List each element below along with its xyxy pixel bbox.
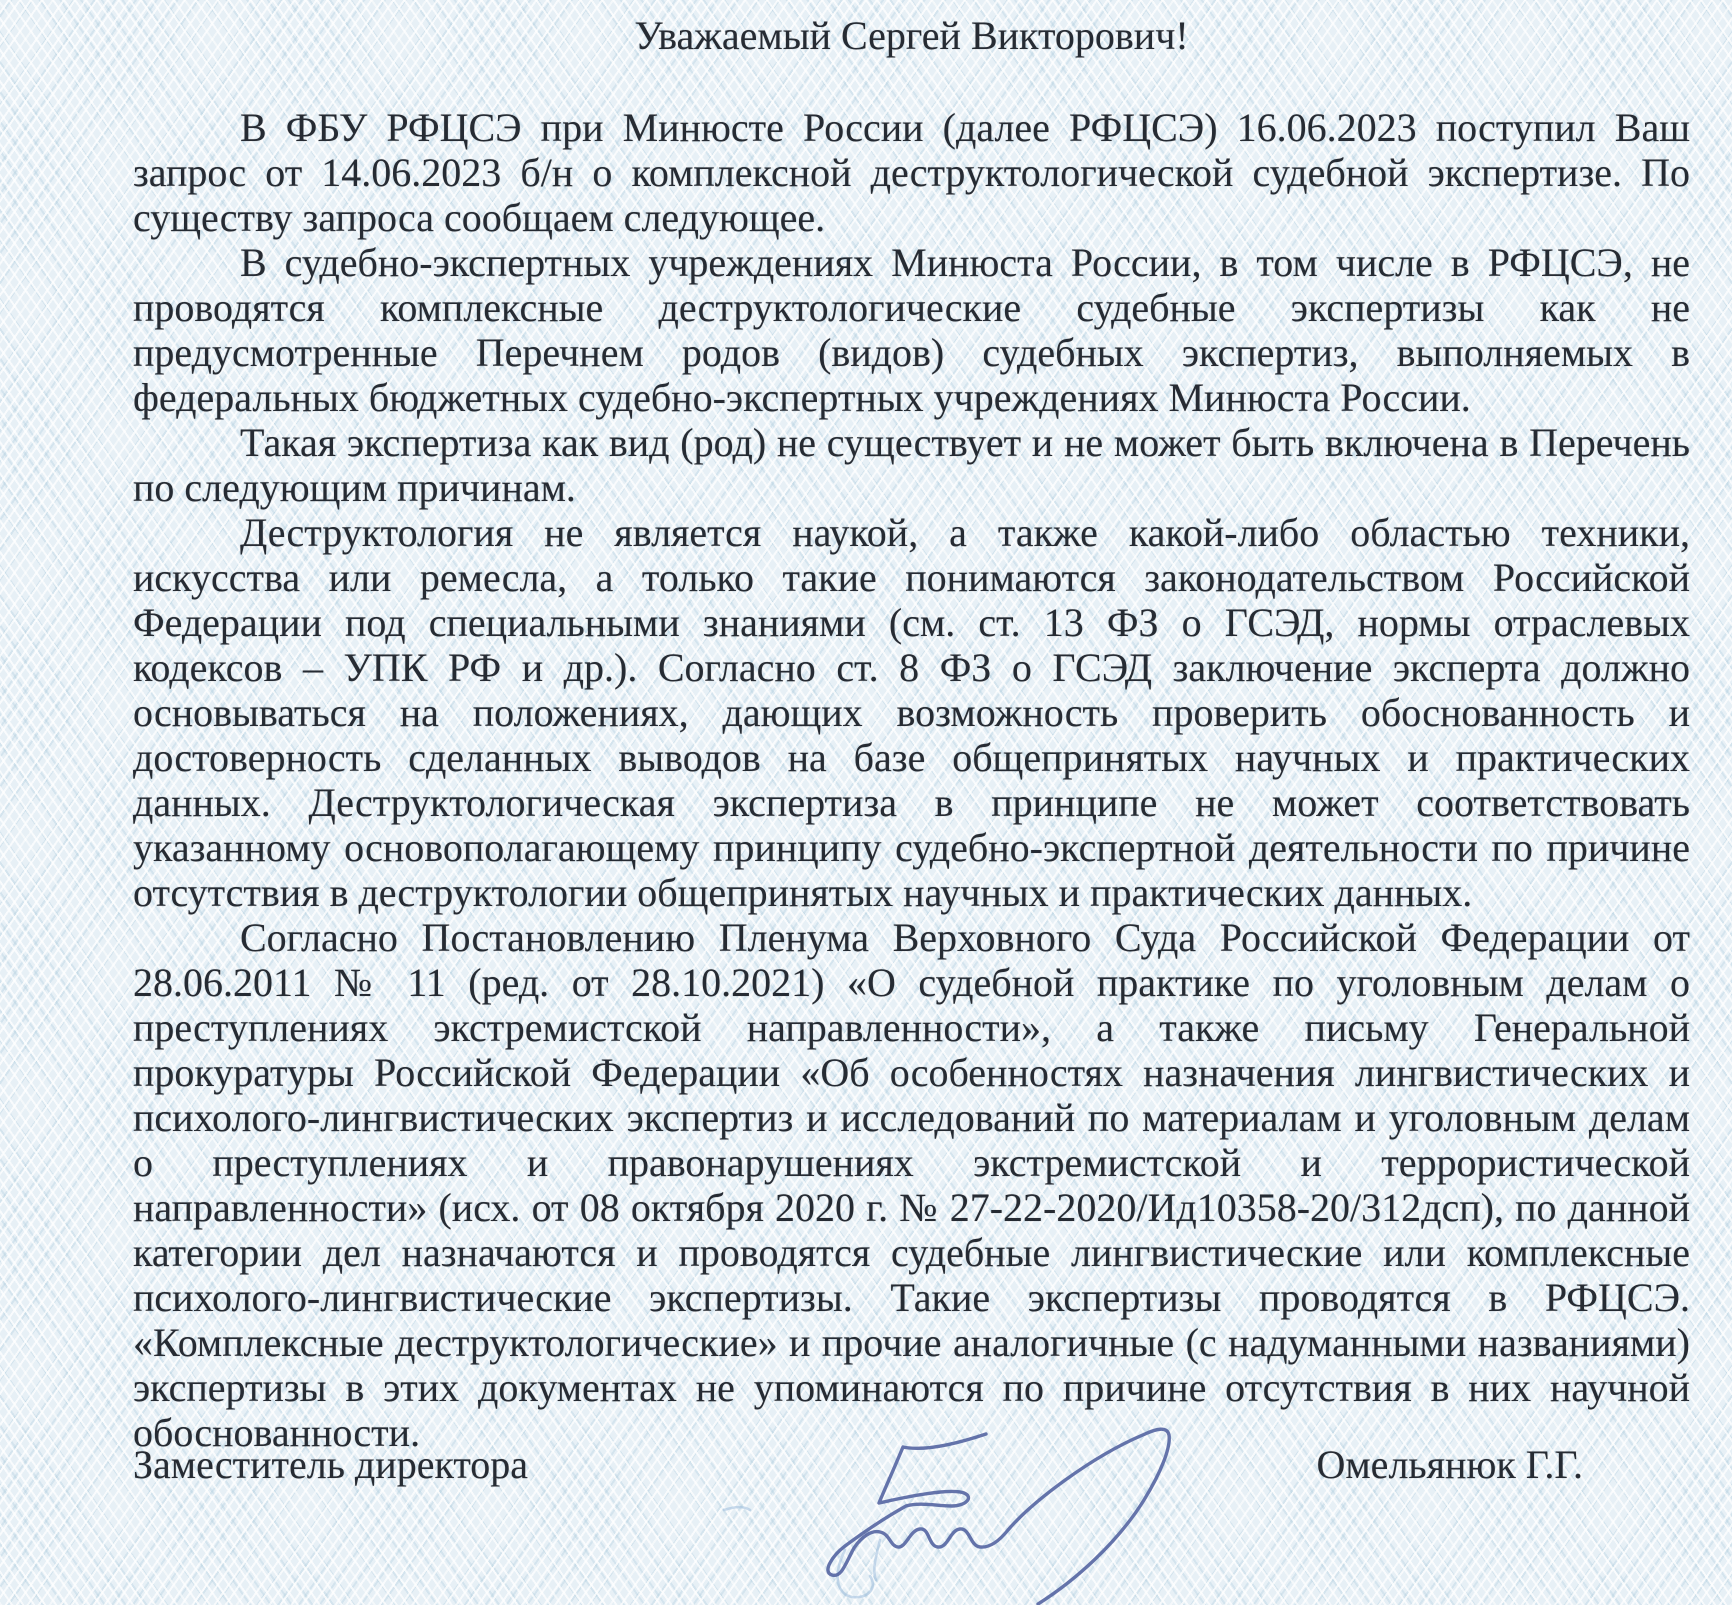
salutation: Уважаемый Сергей Викторович! bbox=[634, 13, 1189, 58]
paragraph-no-expertise: В судебно-экспертных учреждениях Минюста России, в том числе в РФЦСЭ, не проводятся комплексные деструктологические судебные экспертизы как не предусмотренные Перечнем родов (видов) судебных экспертиз, выполняемых в федеральных бюджетных судебно-экспертных учреждениях Минюста России. bbox=[133, 240, 1690, 420]
signature-block bbox=[133, 1442, 1583, 1487]
signatory-position: Заместитель директора bbox=[133, 1442, 529, 1487]
paragraph-destructology-not-science: Деструктология не является наукой, а также какой-либо областью техники, искусства или ремесла, а только такие понимаются законодательством Российской Федерации под специальными знаниями (см. ст. 13 ФЗ о ГСЭД, нормы отраслевых кодексов – УПК РФ и др.). Согласно ст. 8 ФЗ о ГСЭД заключение эксперта должно основываться на положениях, дающих возможность проверить обоснованность и достоверность сделанных выводов на базе общепринятых научных и практических данных. Деструктологическая экспертиза в принципе не может соответствовать указанному основополагающему принципу судебно-экспертной деятельности по причине отсутствия в деструктологии общепринятых научных и практических данных. bbox=[133, 510, 1690, 915]
signature-faint-strokes bbox=[724, 1507, 880, 1597]
paragraph-not-a-type: Такая экспертиза как вид (род) не существует и не может быть включена в Перечень по следующим причинам. bbox=[133, 420, 1690, 510]
paragraph-legal-references: Согласно Постановлению Пленума Верховного Суда Российской Федерации от 28.06.2011 № 11 (ред. от 28.10.2021) «О судебной практике по уголовным делам о преступлениях экстремистской направленности», а также письму Генеральной прокуратуры Российской Федерации «Об особенностях назначения лингвистических и психолого-лингвистических экспертиз и исследований по материалам и уголовным делам о преступлениях и правонарушениях экстремистской и террористической направленности» (исх. от 08 октября 2020 г. № 27-22-2020/Ид10358-20/312дсп), по данной категории дел назначаются и проводятся судебные лингвистические или комплексные психолого-лингвистические экспертизы. Такие экспертизы проводятся в РФЦСЭ. «Комплексные деструктологические» и прочие аналогичные (с надуманными названиями) экспертизы в этих документах не упоминаются по причине отсутствия в них научной обоснованности. bbox=[133, 915, 1690, 1455]
signatory-name: Омельянюк Г.Г. bbox=[1316, 1442, 1583, 1487]
paragraph-intro: В ФБУ РФЦСЭ при Минюсте России (далее РФЦСЭ) 16.06.2023 поступил Ваш запрос от 14.06.2023 б/н о комплексной деструктологической судебной экспертизе. По существу запроса сообщаем следующее. bbox=[133, 105, 1690, 240]
